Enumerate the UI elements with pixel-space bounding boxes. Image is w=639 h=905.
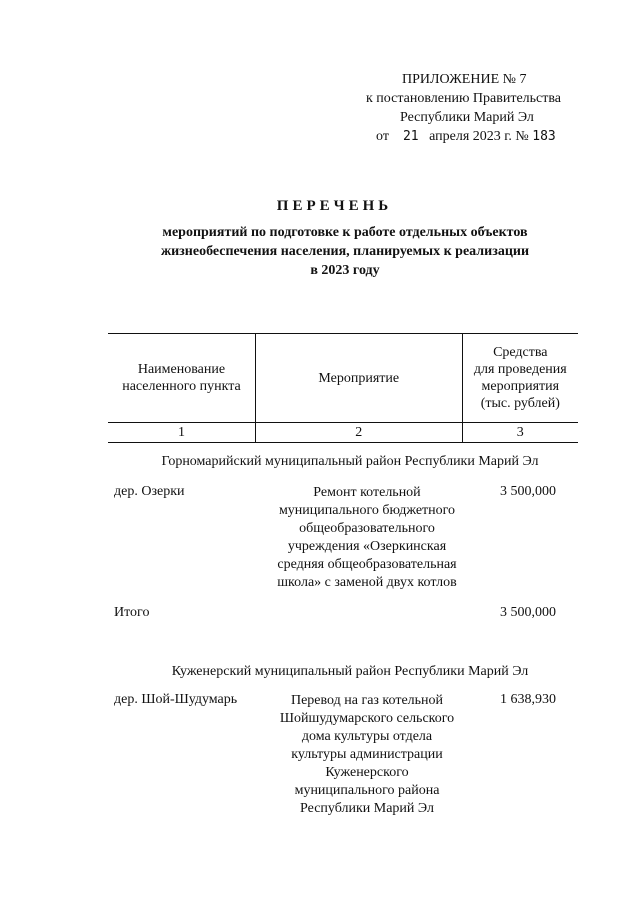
district-heading: Горномарийский муниципальный район Республики Марий Эл: [161, 454, 539, 469]
total-amount: 3 500,000: [500, 605, 556, 620]
subtitle-line: в 2023 году: [310, 263, 380, 278]
subtitle-line: мероприятий по подготовке к работе отдельных объектов: [162, 225, 528, 240]
document-subtitle: [120, 223, 570, 280]
column-number: 2: [255, 423, 462, 443]
column-header-measure: Мероприятие: [255, 334, 462, 423]
measure-description: Перевод на газ котельной Шойшудумарского сельского дома культуры отдела культуры администрации Куженерского муниципального района Республики Марий Эл: [279, 693, 455, 816]
column-number: 3: [462, 423, 578, 443]
column-header-funds: Средства для проведения мероприятия (тыс. рублей): [462, 334, 578, 423]
funds-amount: 1 638,930: [500, 692, 556, 707]
funds-amount: 3 500,000: [500, 484, 556, 499]
annex-day: 21: [402, 129, 419, 144]
annex-month-year: апреля 2023 г. №: [429, 129, 529, 144]
settlement-name: дер. Шой-Шудумарь: [114, 692, 238, 707]
annex-header: [340, 70, 600, 146]
annex-from-label: от: [376, 129, 389, 144]
document-title: ПЕРЕЧЕНЬ: [276, 198, 393, 214]
district-heading: Куженерский муниципальный район Республики Марий Эл: [171, 664, 529, 679]
measure-description: Ремонт котельной муниципального бюджетного общеобразовательного учреждения «Озеркинская средняя общеобразовательная школа» с заменой двух котлов: [277, 485, 457, 590]
annex-reference: к постановлению Правительства: [366, 91, 562, 106]
table-header: [108, 333, 578, 443]
column-number: 1: [108, 423, 255, 443]
settlement-name: дер. Озерки: [114, 484, 185, 499]
column-header-settlement: Наименование населенного пункта: [108, 334, 255, 423]
annex-republic: Республики Марий Эл: [400, 110, 534, 125]
annex-title: ПРИЛОЖЕНИЕ № 7: [402, 72, 527, 87]
subtitle-line: жизнеобеспечения населения, планируемых к реализации: [160, 244, 530, 259]
annex-date-line: [340, 127, 600, 146]
total-label: Итого: [114, 605, 150, 620]
annex-number: 183: [532, 129, 556, 144]
